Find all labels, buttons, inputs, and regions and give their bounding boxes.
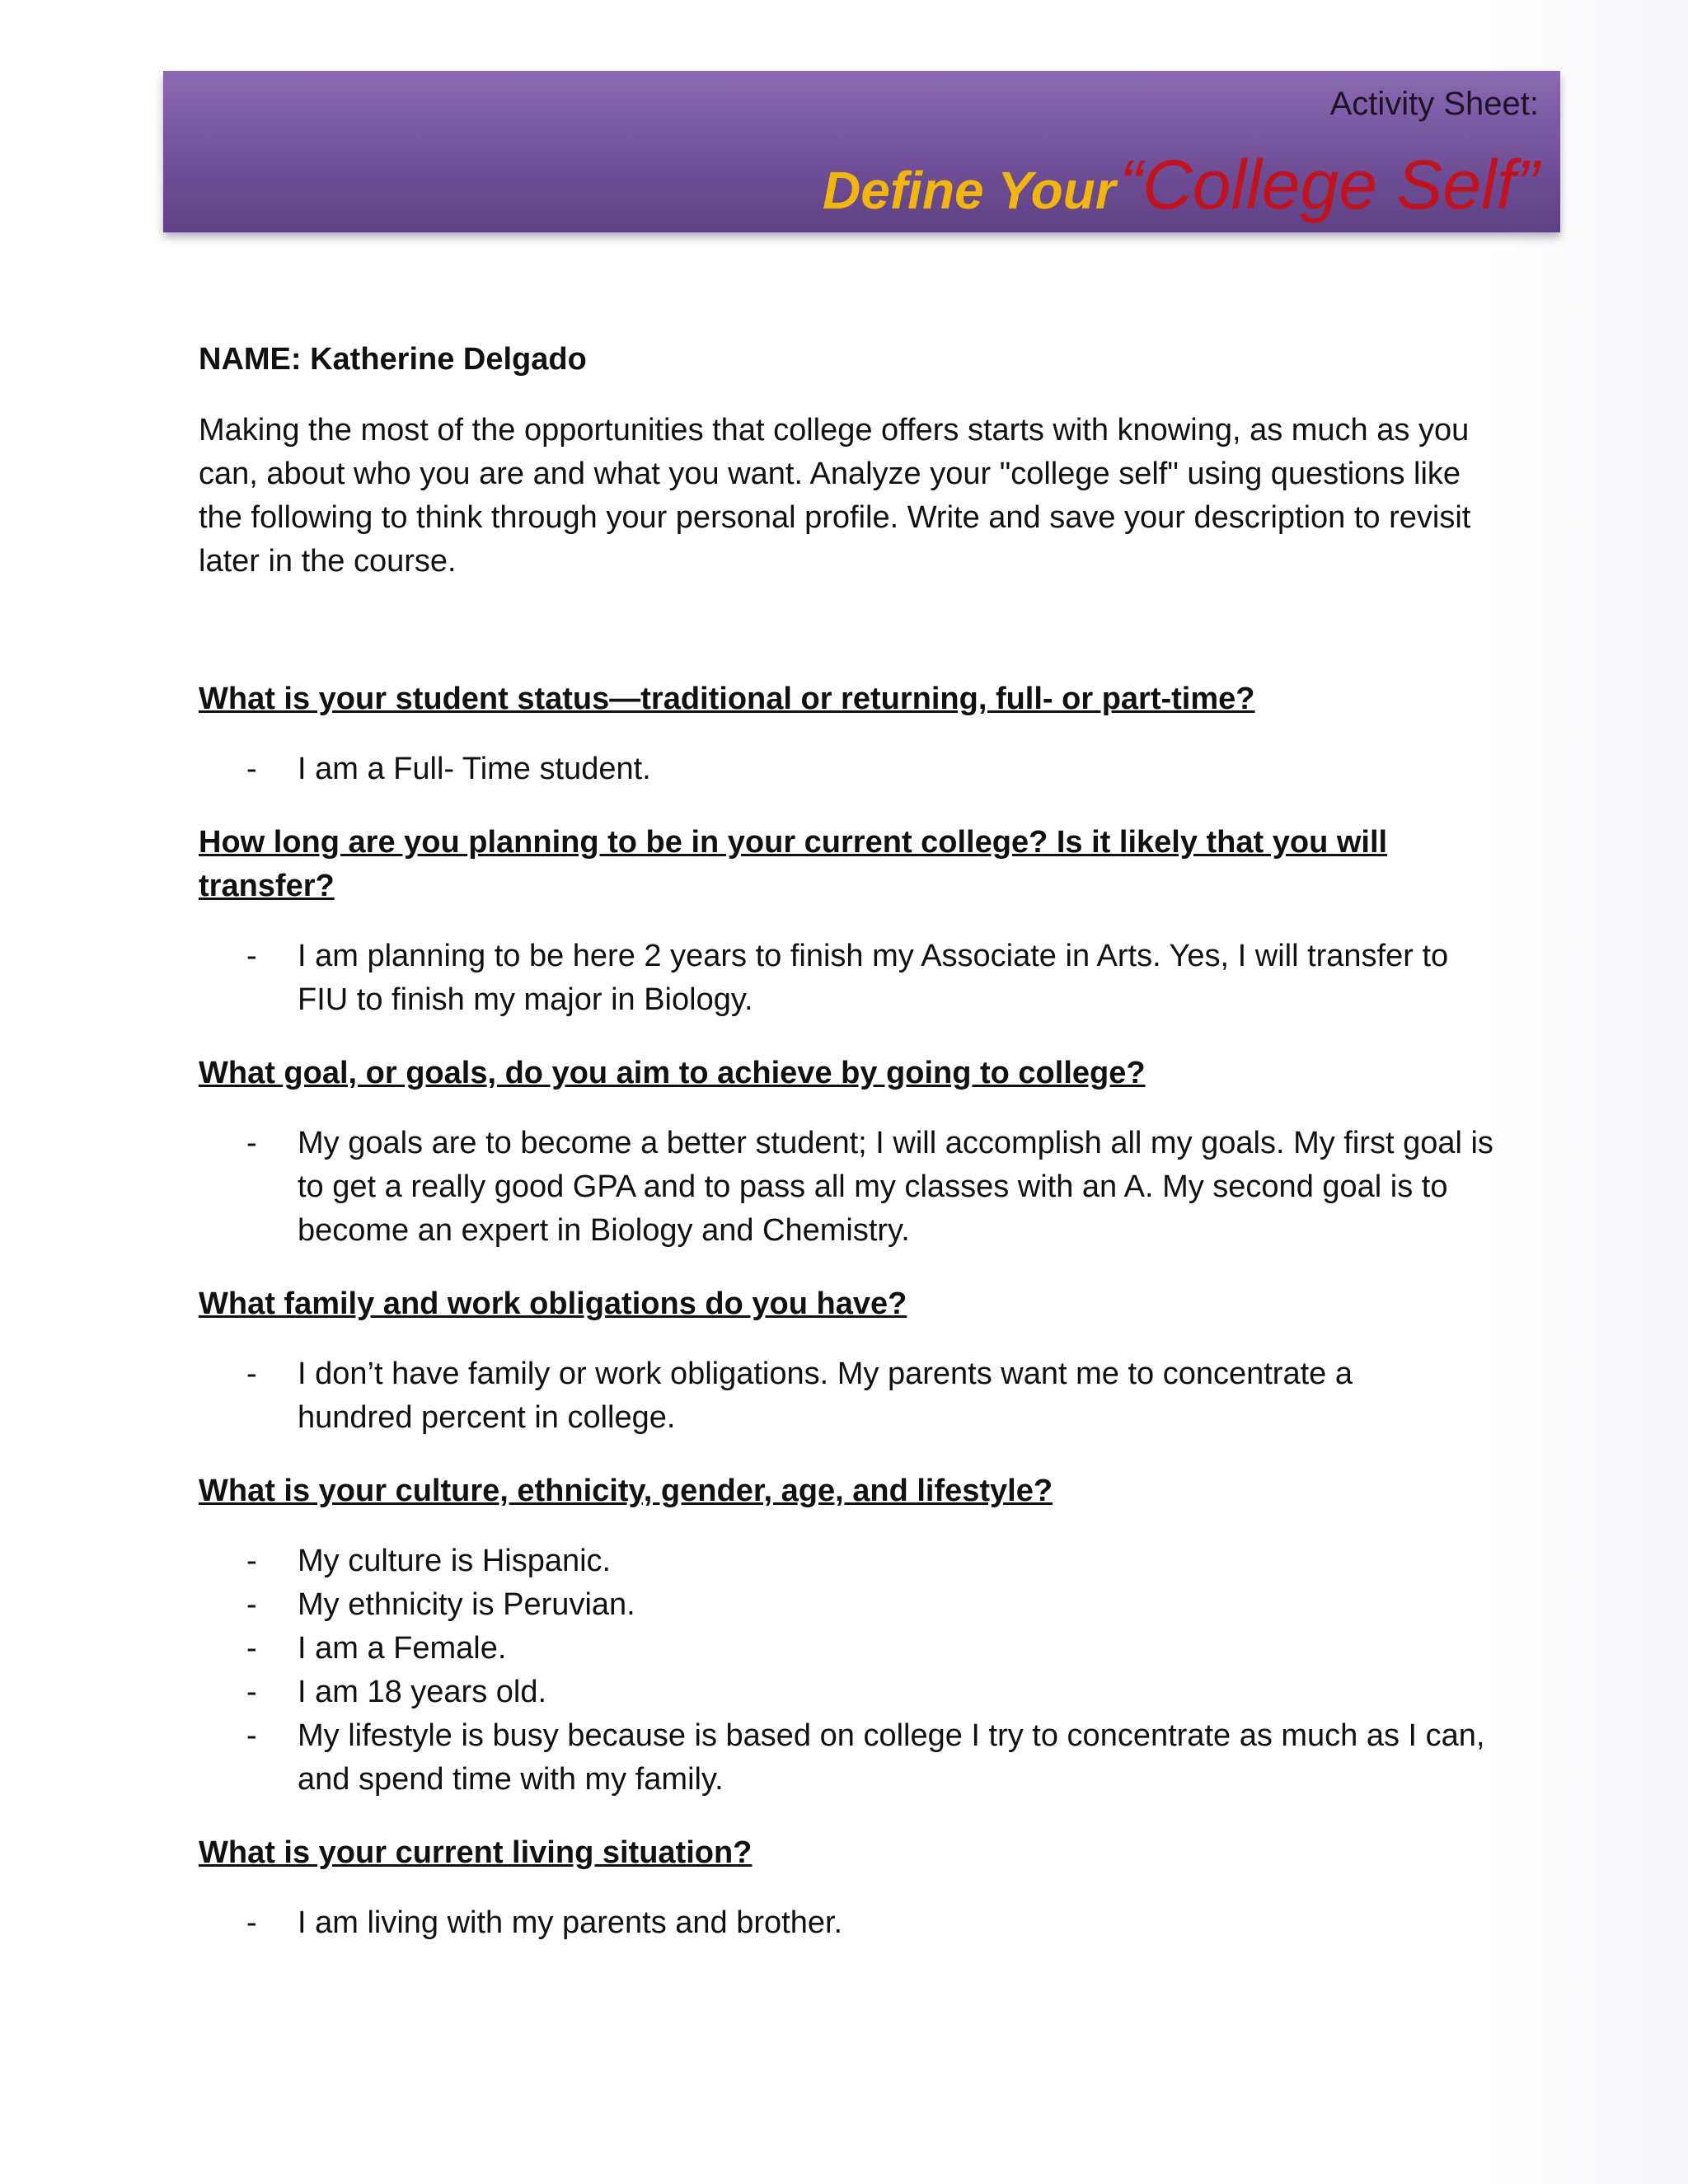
- bullet-dash: -: [246, 1587, 257, 1622]
- question-section: [199, 1831, 1501, 1945]
- question-heading: How long are you planning to be in your current college? Is it likely that you will transfer?: [199, 825, 1388, 903]
- answer-text: I am a Full- Time student.: [298, 752, 651, 786]
- answer-item: [199, 1352, 1451, 1440]
- answer-item: [199, 935, 1501, 1022]
- question-heading: What is your culture, ethnicity, gender, age, and lifestyle?: [199, 1474, 1053, 1508]
- answer-item: [199, 1122, 1501, 1253]
- question-heading: What is your student status—traditional or returning, full- or part-time?: [199, 682, 1255, 716]
- activity-sheet-label: Activity Sheet:: [1329, 86, 1539, 122]
- answer-list: [199, 1901, 1501, 1945]
- answer-item: [199, 1671, 1501, 1714]
- answer-text: My goals are to become a better student; I will accomplish all my goals. My first goal is to get a really good GPA and to pass all my classes with an A. My second goal is to become an expert in Biology and Chemistry.: [298, 1126, 1493, 1248]
- answer-text: I am 18 years old.: [298, 1675, 547, 1709]
- answer-item: [199, 748, 1501, 791]
- bullet-dash: -: [246, 939, 257, 973]
- bullet-dash: -: [246, 1126, 257, 1160]
- header-banner: [163, 71, 1560, 232]
- answer-text: I am planning to be here 2 years to finish my Associate in Arts. Yes, I will transfer to FIU to finish my major in Biology.: [298, 939, 1449, 1017]
- question-section: [199, 1469, 1501, 1802]
- answer-text: My lifestyle is busy because is based on college I try to concentrate as much as I can, and spend time with my family.: [298, 1718, 1485, 1797]
- bullet-dash: -: [246, 1905, 257, 1940]
- bullet-dash: -: [246, 1544, 257, 1578]
- question-section: [199, 1052, 1501, 1253]
- answer-item: [199, 1714, 1501, 1802]
- title-lead: Define Your: [823, 161, 1116, 220]
- answer-list: [199, 748, 1501, 791]
- question-section: [199, 821, 1501, 1022]
- student-name: NAME: Katherine Delgado: [199, 342, 587, 377]
- answer-text: My ethnicity is Peruvian.: [298, 1587, 635, 1622]
- answer-item: [199, 1901, 1501, 1945]
- answer-item: [199, 1583, 1501, 1627]
- question-section: [199, 1282, 1501, 1440]
- answer-text: I am living with my parents and brother.: [298, 1905, 843, 1940]
- bullet-dash: -: [246, 1718, 257, 1753]
- bullet-dash: -: [246, 752, 257, 786]
- title-main: “College Self”: [1119, 146, 1539, 223]
- question-heading: What goal, or goals, do you aim to achieve by going to college?: [199, 1056, 1146, 1090]
- answer-list: [199, 1540, 1501, 1802]
- answer-list: [199, 1352, 1451, 1440]
- page-title: [823, 145, 1539, 225]
- answer-item: [199, 1627, 1501, 1671]
- answer-text: My culture is Hispanic.: [298, 1544, 612, 1578]
- bullet-dash: -: [246, 1675, 257, 1709]
- intro-paragraph: Making the most of the opportunities that college offers starts with knowing, as much as you can, about who you are and what you want. Analyze your "college self" using questions like the following to think through your personal profile. Write and save your description to revisit later in the course.: [199, 413, 1471, 579]
- question-heading: What is your current living situation?: [199, 1835, 753, 1870]
- answer-list: [199, 1122, 1501, 1253]
- bullet-dash: -: [246, 1357, 257, 1391]
- answer-item: [199, 1540, 1501, 1583]
- bullet-dash: -: [246, 1631, 257, 1666]
- answer-text: I don’t have family or work obligations. My parents want me to concentrate a hundred percent in college.: [298, 1357, 1353, 1435]
- answer-list: [199, 935, 1501, 1022]
- question-heading: What family and work obligations do you have?: [199, 1286, 907, 1321]
- answer-text: I am a Female.: [298, 1631, 507, 1666]
- question-section: [199, 677, 1501, 791]
